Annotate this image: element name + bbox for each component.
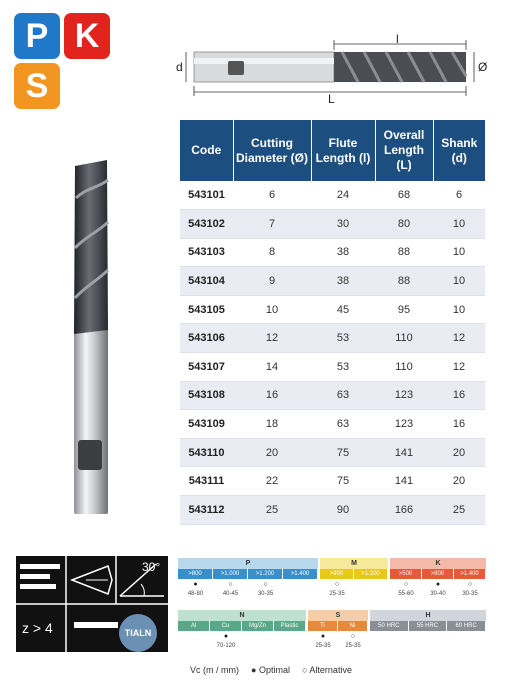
cell-code: 543105 bbox=[180, 295, 233, 324]
table-row bbox=[180, 210, 485, 239]
cell-shank: 20 bbox=[433, 438, 485, 467]
material-vc-value bbox=[242, 641, 274, 650]
end-mill-photo bbox=[66, 158, 114, 518]
spec-table bbox=[180, 120, 485, 525]
material-mark: ○ bbox=[334, 581, 340, 588]
table-row bbox=[180, 324, 485, 353]
material-mark bbox=[178, 632, 210, 641]
overall-length-label: L bbox=[328, 92, 335, 106]
cell-shank: 16 bbox=[433, 381, 485, 410]
cell-code: 543104 bbox=[180, 267, 233, 296]
header-flute-length: Flute Length (l) bbox=[311, 120, 375, 181]
material-group-h: H bbox=[370, 610, 486, 621]
coating-badge: TIALN bbox=[119, 614, 157, 652]
cutting-diameter-label: Ø bbox=[478, 60, 488, 74]
table-row bbox=[180, 238, 485, 267]
cell-overall: 141 bbox=[375, 467, 433, 496]
material-mark bbox=[447, 632, 486, 641]
cell-cutting: 25 bbox=[233, 496, 311, 525]
cell-shank: 12 bbox=[433, 353, 485, 382]
alternative-label: Alternative bbox=[309, 665, 352, 675]
material-vc-value bbox=[178, 641, 210, 650]
cell-overall: 68 bbox=[375, 181, 433, 210]
cell-code: 543102 bbox=[180, 210, 233, 239]
cell-overall: 141 bbox=[375, 438, 433, 467]
material-sub-n: Mg/Zn bbox=[242, 621, 273, 631]
header-overall-length: Overall Length (L) bbox=[375, 120, 433, 181]
material-sub-s: Ni bbox=[338, 621, 367, 631]
material-sub-k: >1.400 bbox=[454, 569, 485, 579]
alternative-symbol: ○ bbox=[301, 665, 308, 675]
table-row bbox=[180, 295, 485, 324]
cell-flute: 75 bbox=[311, 467, 375, 496]
material-sub-p: >1.000 bbox=[213, 569, 247, 579]
cell-code: 543108 bbox=[180, 381, 233, 410]
cell-code: 543112 bbox=[180, 496, 233, 525]
cell-flute: 38 bbox=[311, 267, 375, 296]
flute-count-label: z > 4 bbox=[22, 620, 53, 636]
table-row bbox=[180, 410, 485, 439]
cell-cutting: 20 bbox=[233, 438, 311, 467]
material-mark: ○ bbox=[403, 581, 409, 588]
material-sub-k: >800 bbox=[422, 569, 453, 579]
cell-flute: 53 bbox=[311, 353, 375, 382]
material-vc-value bbox=[283, 589, 318, 598]
material-mark: ○ bbox=[263, 581, 268, 588]
cell-flute: 53 bbox=[311, 324, 375, 353]
cell-overall: 95 bbox=[375, 295, 433, 324]
material-vc-value: 30-40 bbox=[430, 590, 446, 597]
table-header-row bbox=[180, 120, 485, 181]
material-sub-p: >800 bbox=[178, 569, 212, 579]
material-sub-n: Al bbox=[178, 621, 209, 631]
material-mark: ○ bbox=[350, 633, 356, 640]
material-vc-value: 25-35 bbox=[345, 642, 361, 649]
logo-tile-s: S bbox=[14, 63, 60, 109]
pks-logo bbox=[14, 13, 112, 111]
cell-cutting: 6 bbox=[233, 181, 311, 210]
cell-shank: 20 bbox=[433, 467, 485, 496]
cell-flute: 75 bbox=[311, 438, 375, 467]
material-sub-n: Cu bbox=[210, 621, 241, 631]
cell-shank: 10 bbox=[433, 210, 485, 239]
cell-cutting: 22 bbox=[233, 467, 311, 496]
material-group-s: S bbox=[308, 610, 368, 621]
cell-flute: 90 bbox=[311, 496, 375, 525]
material-mark bbox=[242, 632, 274, 641]
cell-flute: 24 bbox=[311, 181, 375, 210]
material-vc-value: 30-35 bbox=[462, 590, 478, 597]
material-vc-value bbox=[370, 641, 409, 650]
material-sub-k: >500 bbox=[390, 569, 421, 579]
cell-flute: 38 bbox=[311, 238, 375, 267]
material-mark: ○ bbox=[228, 581, 233, 588]
header-cutting-diameter: Cutting Diameter (Ø) bbox=[233, 120, 311, 181]
cell-code: 543106 bbox=[180, 324, 233, 353]
cell-cutting: 16 bbox=[233, 381, 311, 410]
material-sub-p: >1.200 bbox=[248, 569, 282, 579]
cell-cutting: 18 bbox=[233, 410, 311, 439]
material-vc-value: 25-35 bbox=[315, 642, 331, 649]
material-sub-h: 50 HRC bbox=[370, 621, 408, 631]
cell-overall: 88 bbox=[375, 267, 433, 296]
material-sub-m: >1.200 bbox=[354, 569, 387, 579]
cell-shank: 12 bbox=[433, 324, 485, 353]
material-vc-value bbox=[354, 589, 388, 598]
cell-shank: 16 bbox=[433, 410, 485, 439]
material-vc-value: 70-120 bbox=[216, 642, 236, 649]
material-mark bbox=[370, 632, 409, 641]
helix-angle-label: 30° bbox=[142, 560, 161, 574]
cell-code: 543110 bbox=[180, 438, 233, 467]
material-sub-h: 55 HRC bbox=[409, 621, 447, 631]
cell-flute: 63 bbox=[311, 381, 375, 410]
cell-shank: 10 bbox=[433, 295, 485, 324]
cell-cutting: 7 bbox=[233, 210, 311, 239]
cell-flute: 30 bbox=[311, 210, 375, 239]
legend-optimal bbox=[251, 665, 290, 675]
optimal-symbol: ● bbox=[251, 665, 257, 675]
material-mark bbox=[283, 580, 318, 589]
material-mark: ● bbox=[435, 581, 441, 588]
material-mark: ● bbox=[320, 633, 326, 640]
logo-tile-k: K bbox=[64, 13, 110, 59]
cell-shank: 10 bbox=[433, 238, 485, 267]
material-sub-h: 60 HRC bbox=[447, 621, 485, 631]
material-mark bbox=[409, 632, 448, 641]
cell-cutting: 14 bbox=[233, 353, 311, 382]
cell-cutting: 12 bbox=[233, 324, 311, 353]
header-code: Code bbox=[180, 120, 233, 181]
table-row bbox=[180, 496, 485, 525]
legend bbox=[190, 665, 352, 675]
material-mark: ● bbox=[223, 633, 229, 640]
table-row bbox=[180, 381, 485, 410]
cell-overall: 123 bbox=[375, 410, 433, 439]
cell-overall: 123 bbox=[375, 381, 433, 410]
legend-vc: Vc (m / mm) bbox=[190, 665, 239, 675]
cell-flute: 45 bbox=[311, 295, 375, 324]
cell-shank: 10 bbox=[433, 267, 485, 296]
cell-overall: 88 bbox=[375, 238, 433, 267]
cell-overall: 110 bbox=[375, 353, 433, 382]
material-mark bbox=[274, 632, 306, 641]
material-group-k: K bbox=[390, 558, 486, 569]
cell-cutting: 9 bbox=[233, 267, 311, 296]
dimension-drawing bbox=[172, 30, 492, 106]
cell-shank: 6 bbox=[433, 181, 485, 210]
cell-code: 543107 bbox=[180, 353, 233, 382]
material-vc-value: 25-35 bbox=[329, 590, 345, 597]
material-vc-value bbox=[409, 641, 448, 650]
cell-overall: 80 bbox=[375, 210, 433, 239]
material-mark: ● bbox=[193, 581, 198, 588]
material-group-p: P bbox=[178, 558, 318, 569]
material-vc-value: 55-60 bbox=[398, 590, 414, 597]
material-group-n: N bbox=[178, 610, 306, 621]
cell-code: 543101 bbox=[180, 181, 233, 210]
material-sub-m: >950 bbox=[320, 569, 353, 579]
cell-overall: 166 bbox=[375, 496, 433, 525]
material-mark: ○ bbox=[467, 581, 473, 588]
cell-cutting: 10 bbox=[233, 295, 311, 324]
cell-code: 543103 bbox=[180, 238, 233, 267]
cell-code: 543111 bbox=[180, 467, 233, 496]
cell-shank: 25 bbox=[433, 496, 485, 525]
material-group-m: M bbox=[320, 558, 388, 569]
material-vc-value: 48-80 bbox=[187, 590, 204, 597]
table-row bbox=[180, 353, 485, 382]
table-row bbox=[180, 267, 485, 296]
material-sub-s: Ti bbox=[308, 621, 337, 631]
material-sub-n: Plastic bbox=[274, 621, 305, 631]
logo-tile-p: P bbox=[14, 13, 60, 59]
table-row bbox=[180, 181, 485, 210]
material-mark bbox=[354, 580, 388, 589]
material-vc-value bbox=[447, 641, 486, 650]
legend-alternative bbox=[302, 665, 352, 675]
material-sub-p: >1.400 bbox=[283, 569, 317, 579]
material-vc-value: 30-35 bbox=[257, 590, 274, 597]
shank-diameter-label: d bbox=[176, 60, 183, 74]
table-row bbox=[180, 438, 485, 467]
cell-code: 543109 bbox=[180, 410, 233, 439]
cell-cutting: 8 bbox=[233, 238, 311, 267]
optimal-label: Optimal bbox=[258, 665, 290, 675]
header-shank: Shank (d) bbox=[433, 120, 485, 181]
cell-overall: 110 bbox=[375, 324, 433, 353]
flute-length-label: l bbox=[396, 32, 399, 46]
material-vc-value: 40-45 bbox=[222, 590, 239, 597]
material-vc-value bbox=[274, 641, 306, 650]
table-row bbox=[180, 467, 485, 496]
cell-flute: 63 bbox=[311, 410, 375, 439]
